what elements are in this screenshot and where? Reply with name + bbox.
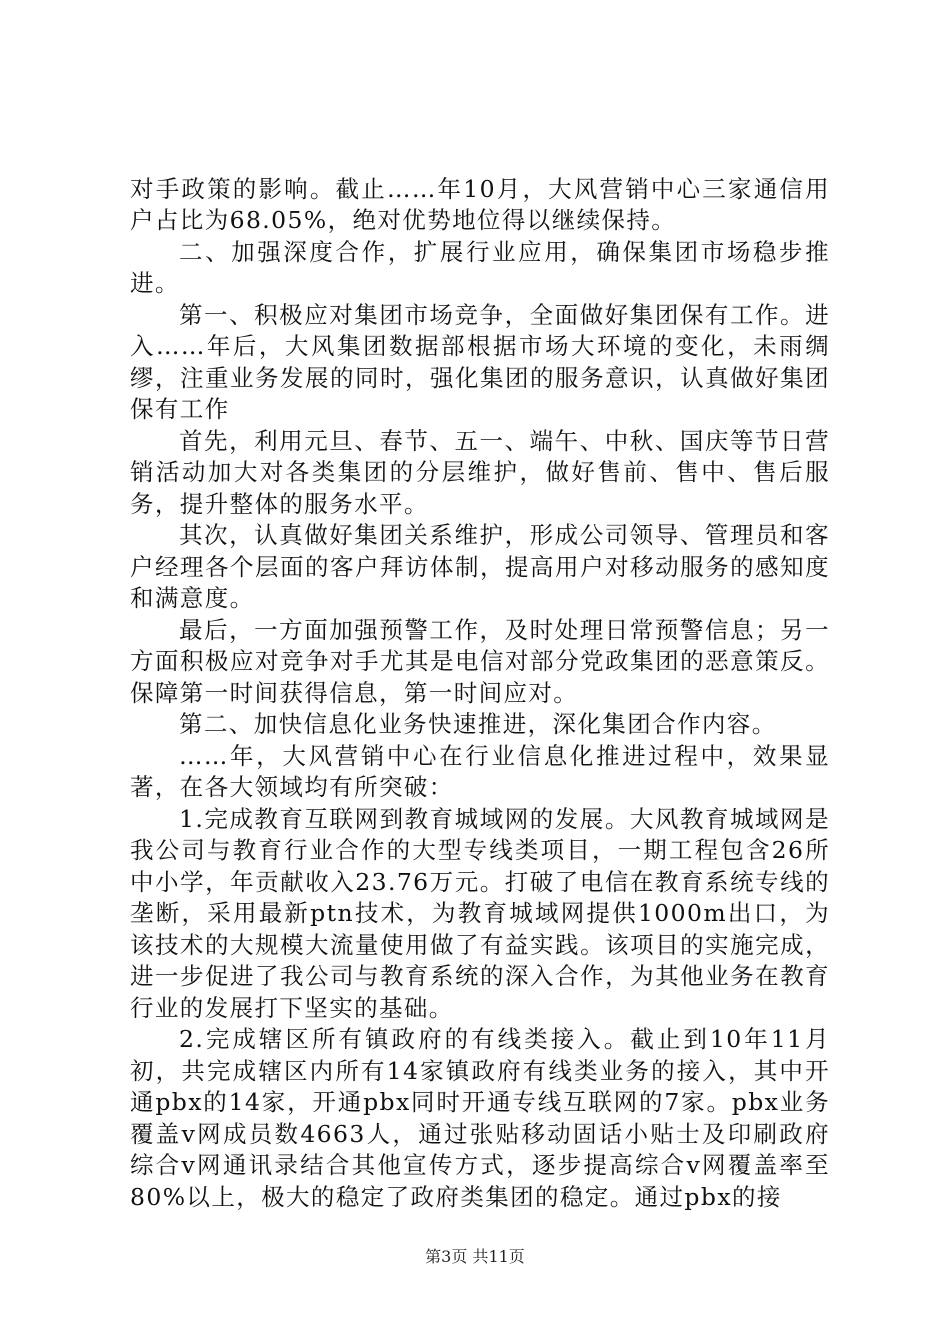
paragraph: 第一、积极应对集团市场竞争，全面做好集团保有工作。进入……年后，大风集团数据部根据市场大环境的变化，未雨绸缪，注重业务发展的同时，强化集团的服务意识，认真做好集团保有工作 <box>130 300 830 424</box>
paragraph: 其次，认真做好集团关系维护，形成公司领导、管理员和客户经理各个层面的客户拜访体制，提高用户对移动服务的感知度和满意度。 <box>130 521 830 613</box>
paragraph: 首先，利用元旦、春节、五一、端午、中秋、国庆等节日营销活动加大对各类集团的分层维护，做好售前、售中、售后服务，提升整体的服务水平。 <box>130 426 830 518</box>
section-heading: 二、加强深度合作，扩展行业应用，确保集团市场稳步推进。 <box>130 237 830 298</box>
document-body <box>130 174 830 1213</box>
paragraph: ……年，大风营销中心在行业信息化推进过程中，效果显著，在各大领域均有所突破： <box>130 741 830 802</box>
paragraph: 最后，一方面加强预警工作，及时处理日常预警信息；另一方面积极应对竞争对手尤其是电信对部分党政集团的恶意策反。保障第一时间获得信息，第一时间应对。 <box>130 615 830 707</box>
paragraph: 对手政策的影响。截止……年10月，大风营销中心三家通信用户占比为68.05%，绝对优势地位得以继续保持。 <box>130 175 830 235</box>
page-number-footer: 第3页 共11页 <box>425 1247 525 1266</box>
list-item: 2.完成辖区所有镇政府的有线类接入。截止到10年11月初，共完成辖区内所有14家镇政府有线类业务的接入，其中开通pbx的14家，开通pbx同时开通专线互联网的7家。pbx业务覆盖v网成员数4663人，通过张贴移动固话小贴士及印刷政府综合v网通讯录结合其他宣传方式，逐步提高综合v网覆盖率至80%以上，极大的稳定了政府类集团的稳定。通过pbx的接 <box>130 1025 830 1211</box>
subsection-heading: 第二、加快信息化业务快速推进，深化集团合作内容。 <box>179 710 777 739</box>
list-item: 1.完成教育互联网到教育城域网的发展。大风教育城域网是我公司与教育行业合作的大型专线类项目，一期工程包含26所中小学，年贡献收入23.76万元。打破了电信在教育系统专线的垄断，采用最新ptn技术，为教育城域网提供1000m出口，为该技术的大规模大流量使用做了有益实践。该项目的实施完成，进一步促进了我公司与教育系统的深入合作，为其他业务在教育行业的发展打下坚实的基础。 <box>130 804 830 1022</box>
